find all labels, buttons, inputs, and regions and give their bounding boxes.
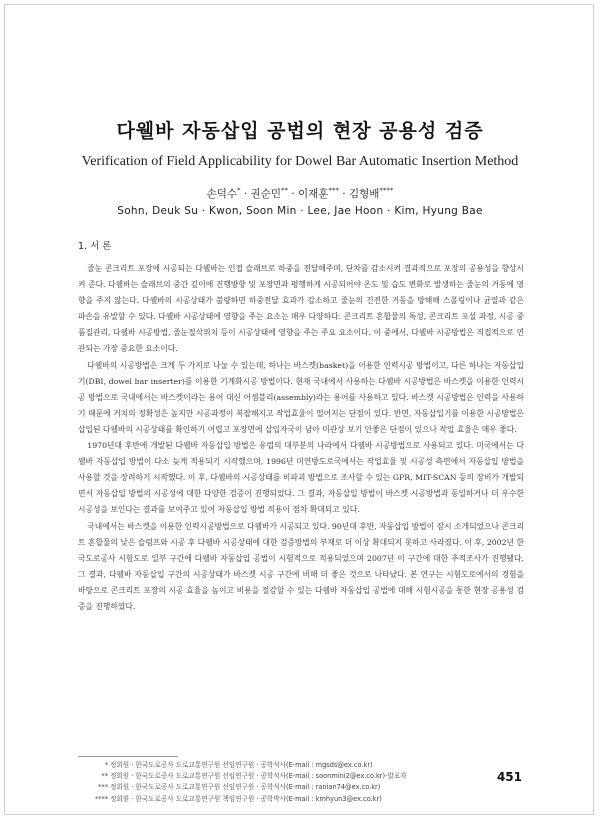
footnote-mark: *: [104, 761, 108, 769]
footnote-mark: **: [101, 772, 108, 781]
paragraph: 1970년대 후반에 개발된 다웰바 자동삽입 방법은 유럽의 대부분의 나라에서 다웰바 시공방법으로 사용되고 있다. 미국에서는 다웰바 자동삽입 방법이 다소 늦게 적용되기 시작했으며, 1996년 미연방도로국에서는 작업효율 및 시공성 측면에서 자동삽입 방법을 사용할 것을 장려하기 시작했다. 이 후, 다웰바의 시공상태를 비파괴 방법으로 조사할 수 있는 GPR, MIT-SCAN 등의 장비가 개발되면서 자동삽입 방법의 시공성에 대한 다양한 검증이 진행되었다. 그 결과, 자동삽입 방법이 바스켓 시공방법과 동일하거나 더 우수한 시공성을 보인다는 결과를 보여주고 있어 자동삽입 방법 적용이 점차 확대되고 있다.: [78, 441, 524, 515]
footnote: [78, 782, 518, 793]
author-mark: ***: [328, 186, 339, 195]
body-text: [78, 261, 524, 615]
footnote: [78, 771, 518, 782]
footnote-mark: ***: [98, 783, 108, 792]
footnote-text: 정회원 · 한국도로공사 도로교통연구원 선임연구원 · 공학석사(E-mail : ranian74@ex.co.kr): [110, 783, 381, 792]
paragraph: 줄눈 콘크리트 포장에 시공되는 다웰바는 인접 슬래브로 하중을 전달해주며, 단차를 감소시켜 결과적으로 포장의 공용성을 향상시켜 준다. 다웰바는 슬래브의 중간 깊이에 진행방향 및 포장면과 평행하게 시공되어야 온도 및 습도 변화로 발생하는 줄눈의 거동에 영향을 주지 않는다. 다웰바의 시공상태가 불량하면 하중전달 효과가 감소하고 줄눈의 건전한 거동을 방해해 스폴링이나 균열과 같은 파손을 유발할 수 있다. 다웰바 시공상태에 영향을 주는 요소는 매우 다양하다. 콘크리트 혼합물의 특성, 콘크리트 포설 과정, 시공 중 품질관리, 다웰바 시공방법, 줄눈절삭위치 등이 시공상태에 영향을 주는 주요 요소이다. 이 중에서, 다웰바 시공방법은 직접적으로 연관되는 가장 중요한 요소이다.: [78, 264, 524, 354]
author-name: 손덕수: [206, 188, 238, 200]
author-mark: *: [237, 186, 241, 195]
footnote-text: 정회원 · 한국도로공사 도로교통연구원 선임연구원 · 공학석사(E-mail : mgsds@ex.co.kr): [110, 761, 373, 769]
paragraph: 국내에서는 바스켓을 이용한 인력시공방법으로 다웰바가 시공되고 있다. 90년대 후반, 자동삽입 방법이 잠시 소개되었으나 콘크리트 혼합물의 낮은 슬럼프와 시공 후 다웰바 시공상태에 대한 검증방법의 부재로 더 이상 확대되지 못하고 사라졌다. 이 후, 2002년 한국도로공사 시험도로 일부 구간에 다웰바 자동삽입 공법이 시험적으로 적용되었으며 2007년 이 구간에 대한 추적조사가 진행됐다. 그 결과, 다웰바 자동삽입 구간의 시공상태가 바스켓 시공 구간에 비해 더 좋은 것으로 나타났다. 본 연구는 시험도로에서의 경험을 바탕으로 콘크리트 포장의 시공 효율을 높이고 비용을 절감할 수 있는 다웰바 자동삽입 공법에 대해 시험시공을 통한 현장 공용성 검증을 진행하였다.: [78, 521, 524, 611]
author-separator: ·: [287, 188, 298, 200]
authors-korean: [0, 186, 600, 201]
page-number: 451: [496, 770, 522, 784]
paper-title-korean: 다웰바 자동삽입 공법의 현장 공용성 검증: [116, 120, 484, 142]
author-name: 이재훈: [298, 188, 329, 200]
author-mark: ****: [379, 186, 394, 195]
footnote: [78, 794, 518, 805]
footnote-text: 정회원 · 한국도로공사 도로교통연구원 선임연구원 · 공학석사(E-mail : soonmini2@ex.co.kr)-발표자: [110, 772, 407, 781]
footnote-mark: ****: [94, 794, 108, 803]
footnote: [78, 760, 518, 771]
footnotes: [78, 760, 518, 805]
author-separator: ·: [240, 188, 251, 200]
author-name: 김형배: [348, 188, 380, 200]
section-heading: 1. 서 론: [78, 241, 112, 252]
paper-title-english: Verification of Field Applicability for Dowel Bar Automatic Insertion Method: [81, 154, 519, 169]
footnote-divider: [78, 756, 178, 757]
author-name: 권순민: [250, 188, 281, 200]
author-mark: **: [280, 186, 288, 195]
authors-english: Sohn, Deuk Su · Kwon, Soon Min · Lee, Jae Hoon · Kim, Hyung Bae: [117, 205, 483, 217]
footnote-text: 정회원 · 한국도로공사 도로교통연구원 책임연구원 · 공학박사(E-mail : kmhyun3@ex.co.kr): [110, 794, 382, 803]
paragraph: 다웰바의 시공방법은 크게 두 가지로 나눌 수 있는데, 하나는 바스켓(basket)을 이용한 인력시공 방법이고, 다른 하나는 자동삽입기(DBI, dowel bar inserter)를 이용한 기계화시공 방법이다. 현재 국내에서 사용하는 다웰바 시공방법은 바스켓을 이용한 인력시공 방법으로 국내에서는 바스켓이라는 용어 대신 어셈블리(assembly)라는 용어를 사용하고 있다. 바스켓 시공방법은 인력을 사용하기 때문에 거치의 정확성은 높지만 시공과정이 복잡해지고 작업효율이 떨어지는 단점이 있다. 반면, 자동삽입기를 이용한 시공방법은 삽입된 다웰바의 시공상태를 확인하기 어렵고 포장면에 삽입자국이 남아 미관상 보기 안좋은 단점이 있으나 작업 효율은 매우 좋다.: [78, 360, 524, 434]
author-separator: ·: [338, 188, 349, 200]
